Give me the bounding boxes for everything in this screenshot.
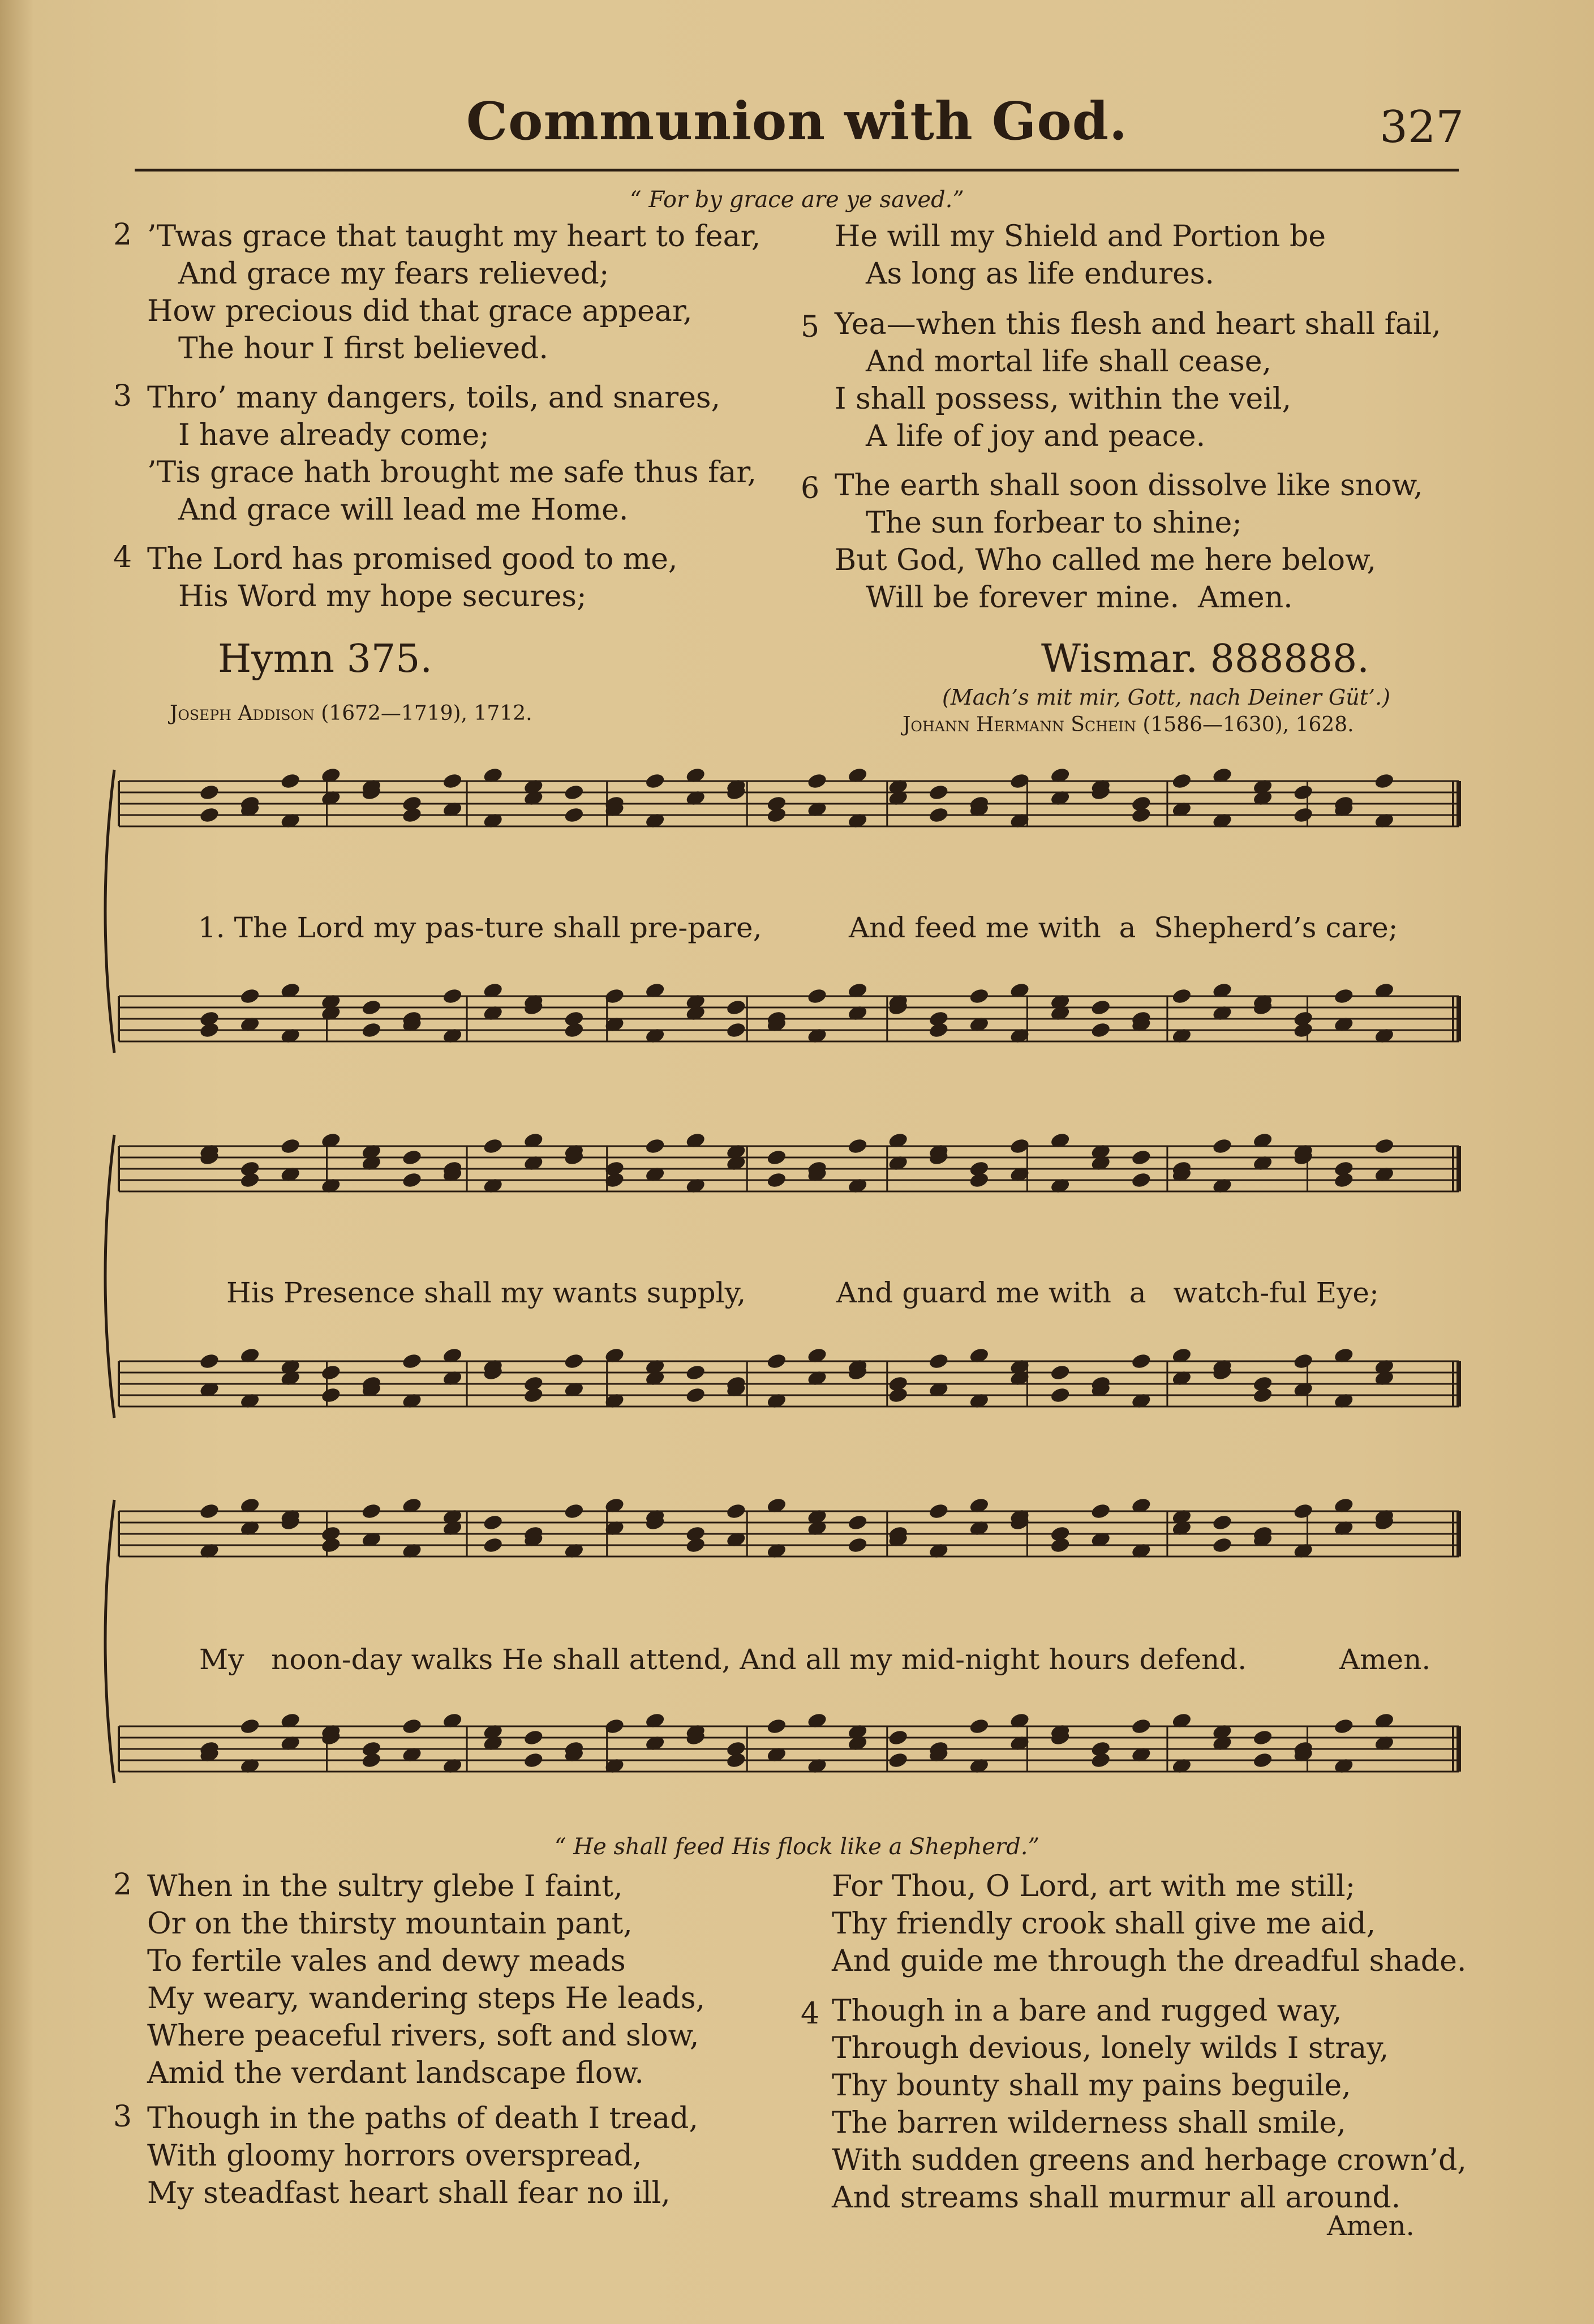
note-head	[320, 1363, 342, 1382]
note-head	[361, 1502, 383, 1520]
note-head	[1292, 1352, 1314, 1370]
note-head	[482, 1513, 504, 1532]
shepherd-epigraph: “ He shall feed His flock like a Shepherd.”	[555, 1834, 1039, 1860]
note-head	[280, 1137, 301, 1155]
note-head	[523, 1729, 544, 1747]
closing-amen: Amen.	[1327, 2210, 1415, 2242]
note-head	[564, 1352, 585, 1370]
hymnal-page: Communion with God. 327 “ For by grace are ye saved.” 2 ’Twas grace that taught my heart to fear, And grace my fears relieved; How precious did that grace appear, The hour I first believed. 3 Thro’ many dangers, toils, and snares, I have already come; ’Tis grace hath brought me safe thus far, And grace will lead me Home. 4 The Lord has promised good to me, His Word my hope secures; He will my Shield and Portion be As long as life endures. 5 Yea—when this flesh and heart shall fail, And mortal life shall cease, I shall possess, within the veil, A life of joy and peace. 6 The earth shall soon dissolve like snow, The sun forbear to shine; But God, Who called me here below, Will be forever mine. Amen. Hymn 375. Wismar. 888888. Joseph Addison (1672—1719), 1712. (Mach’s mit mir, Gott, nach Deiner Güt’.) Johann Hermann Schein (1586—1630), 1628. 1. The Lord my pas-ture shall pre-pare, And feed me with a Shepherd’s care; His Presence shall my wants supply, And guard me with a watch-ful Eye; My noon-day walks He shall attend, And all my mid-night hours defend. Amen. “ He shall feed His flock like a Shepherd.” 2 When in the sultry glebe I faint, Or on the thirsty mountain pant, To fertile vales and dewy meads My weary, wandering steps He leads, Where peaceful rivers, soft and slow, Amid the verdant landscape flow. 3 Though in the paths of death I tread, With gloomy horrors overspread, My steadfast heart shall fear no ill, For Thou, O Lord, art with me still; Thy friendly crook shall give me aid, And guide me through the dreadful shade. 4 Though in a bare and rugged way, Through devious, lonely wilds I stray, Thy bounty shall my pains beguile, The barren wilderness shall smile, With sudden greens and herbage crown’d, And streams shall murmur all around. Amen.	[0, 0, 1594, 2324]
note-head	[1292, 1010, 1314, 1028]
note-head	[1374, 772, 1395, 790]
note-head	[1050, 1363, 1071, 1382]
note-head	[482, 1137, 504, 1155]
note-head	[766, 1148, 788, 1167]
page-number: 327	[1380, 102, 1464, 153]
note-head	[523, 1751, 544, 1769]
note-head	[725, 1502, 747, 1520]
note-head	[199, 1010, 220, 1028]
note-head	[685, 1525, 706, 1543]
note-head	[1333, 1160, 1355, 1178]
note-head	[320, 1386, 342, 1404]
lyrics-amen: Amen.	[1339, 1643, 1431, 1676]
note-head	[199, 783, 220, 801]
note-head	[401, 1148, 423, 1167]
note-head	[482, 1536, 504, 1554]
note-head	[1131, 1171, 1152, 1189]
composer-credit: Johann Hermann Schein (1586—1630), 1628.	[903, 713, 1354, 736]
note-head	[806, 772, 828, 790]
note-head	[199, 806, 220, 824]
note-head	[645, 1137, 666, 1155]
note-head	[847, 1137, 869, 1155]
note-head	[1252, 1751, 1274, 1769]
note-head	[280, 772, 301, 790]
lyrics-line-1: 1. The Lord my pas-ture shall pre-pare,	[198, 911, 762, 944]
note-head	[1090, 998, 1111, 1017]
note-head	[928, 783, 949, 801]
note-head	[320, 1525, 342, 1543]
note-head	[361, 1740, 383, 1758]
note-head	[766, 795, 788, 813]
note-head	[928, 806, 949, 824]
note-head	[1292, 1502, 1314, 1520]
lyrics-line-2: And feed me with a Shepherd’s care;	[849, 911, 1398, 944]
note-head	[199, 1352, 220, 1370]
note-head	[1090, 1502, 1111, 1520]
lyrics-line-5: My noon-day walks He shall attend, And all my mid-night hours defend.	[199, 1643, 1247, 1676]
system-brace	[105, 1500, 114, 1783]
note-head	[239, 1717, 261, 1735]
note-head	[564, 806, 585, 824]
note-head	[1211, 1513, 1233, 1532]
note-head	[401, 1352, 423, 1370]
note-head	[847, 1536, 869, 1554]
hymn-number: Hymn 375.	[218, 637, 433, 681]
note-head	[645, 772, 666, 790]
note-head	[1292, 806, 1314, 824]
note-head	[361, 1021, 383, 1039]
note-head	[725, 1740, 747, 1758]
note-head	[685, 1363, 706, 1382]
note-head	[928, 1010, 949, 1028]
note-head	[766, 1717, 788, 1735]
note-head	[523, 1375, 544, 1393]
note-head	[564, 1010, 585, 1028]
note-head	[887, 1729, 909, 1747]
running-title: Communion with God.	[466, 91, 1128, 152]
note-head	[1252, 1729, 1274, 1747]
tune-name: Wismar. 888888.	[1041, 637, 1369, 681]
note-head	[1333, 987, 1355, 1005]
system-brace	[105, 1135, 114, 1418]
note-head	[928, 1352, 949, 1370]
tune-source: (Mach’s mit mir, Gott, nach Deiner Güt’.)	[942, 685, 1390, 710]
grace-epigraph: “ For by grace are ye saved.”	[630, 187, 964, 213]
note-head	[928, 1502, 949, 1520]
note-head	[1131, 1717, 1152, 1735]
note-head	[1292, 783, 1314, 801]
note-head	[725, 998, 747, 1017]
note-head	[1131, 1148, 1152, 1167]
note-head	[1171, 987, 1193, 1005]
note-head	[442, 772, 463, 790]
note-head	[1374, 1137, 1395, 1155]
note-head	[239, 987, 261, 1005]
lyrics-line-4: And guard me with a watch-ful Eye;	[836, 1276, 1379, 1309]
note-head	[969, 1160, 990, 1178]
note-head	[685, 1386, 706, 1404]
note-head	[1131, 795, 1152, 813]
note-head	[969, 987, 990, 1005]
note-head	[1050, 1525, 1071, 1543]
note-head	[1090, 1021, 1111, 1039]
note-head	[806, 987, 828, 1005]
note-head	[1171, 772, 1193, 790]
note-head	[766, 1352, 788, 1370]
note-head	[239, 1160, 261, 1178]
lyrics-line-3: His Presence shall my wants supply,	[226, 1276, 746, 1309]
note-head	[766, 1171, 788, 1189]
note-head	[564, 783, 585, 801]
note-head	[361, 998, 383, 1017]
note-head	[442, 987, 463, 1005]
note-head	[1131, 1352, 1152, 1370]
note-head	[1252, 1375, 1274, 1393]
note-head	[847, 1513, 869, 1532]
author-credit: Joseph Addison (1672—1719), 1712.	[170, 702, 532, 725]
note-head	[887, 1751, 909, 1769]
note-head	[401, 795, 423, 813]
note-head	[1333, 1717, 1355, 1735]
note-head	[1090, 1740, 1111, 1758]
note-head	[887, 1375, 909, 1393]
note-head	[1211, 1536, 1233, 1554]
note-head	[401, 1717, 423, 1735]
note-head	[1211, 1137, 1233, 1155]
note-head	[199, 1502, 220, 1520]
note-head	[401, 1171, 423, 1189]
note-head	[725, 1021, 747, 1039]
note-head	[969, 1717, 990, 1735]
note-head	[564, 1502, 585, 1520]
system-brace	[105, 770, 114, 1053]
note-head	[1050, 1386, 1071, 1404]
